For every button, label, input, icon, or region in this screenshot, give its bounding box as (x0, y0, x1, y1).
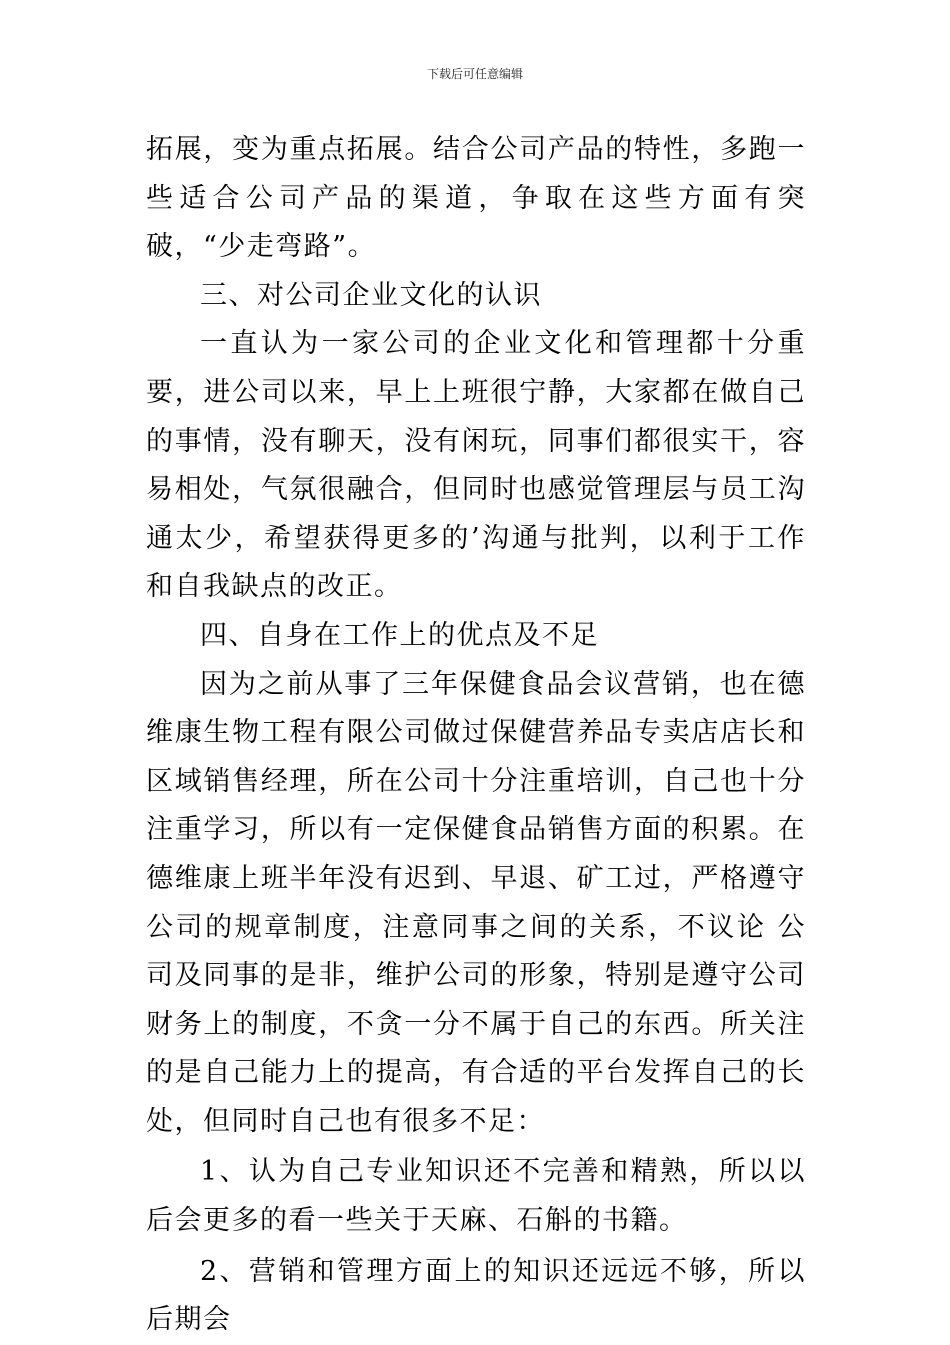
paragraph-culture: 一直认为一家公司的企业文化和管理都十分重要，进公司以来，早上上班很宁静，大家都在做自己的事情，没有聊天，没有闲玩，同事们都很实干，容易相处，气氛很融合，但同时也感觉管理层与员工沟通太少，希望获得更多的’沟通与批判，以利于工作和自我缺点的改正。 (146, 328, 806, 603)
page-header: 下载后可任意编辑 (426, 67, 523, 81)
list-item-1: 1、认为自己专业知识还不完善和精熟，所以以后会更多的看一些关于天麻、石斛的书籍。 (146, 1156, 806, 1237)
section-heading-strengths: 四、自身在工作上的优点及不足 (200, 619, 599, 651)
section-heading-culture: 三、对公司企业文化的认识 (200, 279, 542, 311)
paragraph-continuation: 拓展，变为重点拓展。结合公司产品的特性，多跑一些适合公司产品的渠道，争取在这些方面有突破，“少走弯路”。 (146, 134, 806, 263)
paragraph-strengths: 因为之前从事了三年保健食品会议营销，也在德维康生物工程有限公司做过保健营养品专卖店店长和区域销售经理，所在公司十分注重培训，自己也十分注重学习，所以有一定保健食品销售方面的积累。在德维康上班半年没有迟到、早退、矿工过，严格遵守公司的规章制度，注意同事之间的关系，不议论 公司及同事的是非，维护公司的形象，特别是遵守公司财务上的制度，不贪一分不属于自己的东西。所关注的是自己能力上的提高，有合适的平台发挥自己的长处，但同时自己也有很多不足： (146, 668, 806, 1137)
list-item-2: 2、营销和管理方面上的知识还远远不够，所以后期会 (146, 1255, 806, 1336)
document-body (146, 126, 806, 1345)
